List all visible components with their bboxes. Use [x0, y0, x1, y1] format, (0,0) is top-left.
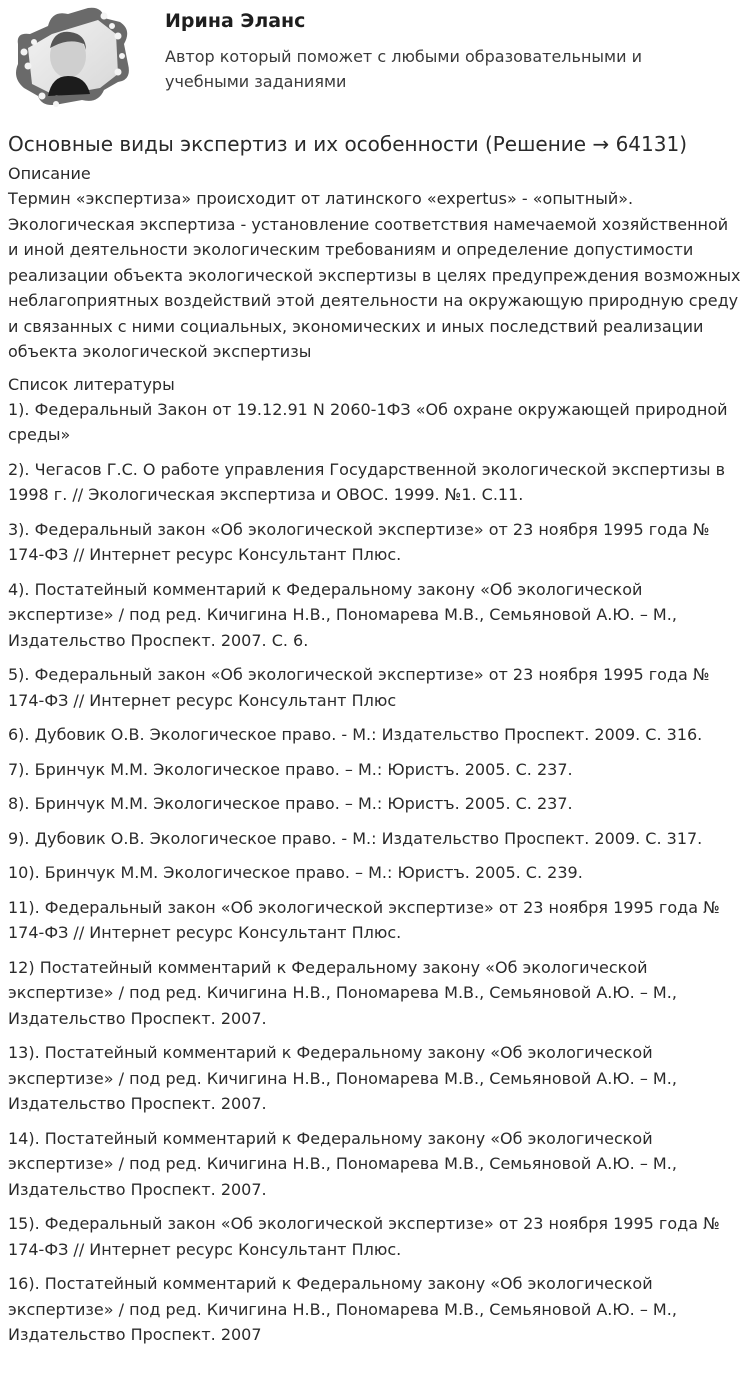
- reference-item: 3). Федеральный закон «Об экологической экспертизе» от 23 ноября 1995 года № 174-ФЗ // Интернет ресурс Консультант Плюс.: [8, 519, 710, 564]
- reference-item: 1). Федеральный Закон от 19.12.91 N 2060-1ФЗ «Об охране окружающей природной среды»: [8, 399, 728, 444]
- reference-item: 8). Бринчук М.М. Экологическое право. – М.: Юристъ. 2005. С. 237.: [8, 794, 573, 813]
- description-text: Термин «экспертиза» происходит от латинского «expertus» - «опытный». Экологическая экспертиза - установление соответствия намечаемой хозяйственной и иной деятельности экологическим требованиям и определение допустимости реализации объекта экологической экспертизы в целях предупреждения возможных неблагоприятных воздействий этой деятельности на окружающую природную среду и связанных с ними социальных, экономических и иных последствий реализации объекта экологической экспертизы: [8, 189, 741, 361]
- author-description: Автор который поможет с любыми образовательными и учебными заданиями: [165, 47, 642, 91]
- reference-item: 11). Федеральный закон «Об экологической экспертизе» от 23 ноября 1995 года № 174-ФЗ // Интернет ресурс Консультант Плюс.: [8, 897, 720, 942]
- page-title: Основные виды экспертиз и их особенности (Решение → 64131): [8, 132, 687, 156]
- reference-item: 9). Дубовик О.В. Экологическое право. - М.: Издательство Проспект. 2009. С. 317.: [8, 828, 703, 848]
- description-label: Описание: [8, 164, 91, 183]
- author-name: Ирина Эланс: [165, 10, 306, 32]
- reference-list: [8, 397, 742, 1348]
- reference-item: 7). Бринчук М.М. Экологическое право. – М.: Юристъ. 2005. С. 237.: [8, 759, 573, 779]
- reference-item: 10). Бринчук М.М. Экологическое право. – М.: Юристъ. 2005. С. 239.: [8, 863, 583, 882]
- reference-item: 13). Постатейный комментарий к Федеральному закону «Об экологической экспертизе» / под ред. Кичигина Н.В., Пономарева М.В., Семьяновой А.Ю. – М., Издательство Проспект. 2007.: [8, 1043, 677, 1113]
- article: [0, 130, 750, 1348]
- author-avatar-icon: [8, 4, 136, 110]
- reference-item: 5). Федеральный закон «Об экологической экспертизе» от 23 ноября 1995 года № 174-ФЗ // Интернет ресурс Консультант Плюс: [8, 665, 710, 710]
- reference-item: 16). Постатейный комментарий к Федеральному закону «Об экологической экспертизе» / под ред. Кичигина Н.В., Пономарева М.В., Семьяновой А.Ю. – М., Издательство Проспект. 2007: [8, 1274, 677, 1344]
- reference-item: 6). Дубовик О.В. Экологическое право. - М.: Издательство Проспект. 2009. С. 316.: [8, 725, 703, 744]
- author-card: [0, 0, 750, 118]
- reference-item: 14). Постатейный комментарий к Федеральному закону «Об экологической экспертизе» / под ред. Кичигина Н.В., Пономарева М.В., Семьяновой А.Ю. – М., Издательство Проспект. 2007.: [8, 1128, 677, 1199]
- reference-item: 15). Федеральный закон «Об экологической экспертизе» от 23 ноября 1995 года № 174-ФЗ // Интернет ресурс Консультант Плюс.: [8, 1214, 720, 1259]
- reference-item: 12) Постатейный комментарий к Федеральному закону «Об экологической экспертизе» / под ред. Кичигина Н.В., Пономарева М.В., Семьяновой А.Ю. – М., Издательство Проспект. 2007.: [8, 957, 677, 1028]
- reference-item: 4). Постатейный комментарий к Федеральному закону «Об экологической экспертизе» / под ред. Кичигина Н.В., Пономарева М.В., Семьяновой А.Ю. – М., Издательство Проспект. 2007. С. 6.: [8, 579, 677, 650]
- reference-item: 2). Чегасов Г.С. О работе управления Государственной экологической экспертизы в 1998 г. // Экологическая экспертиза и ОВОС. 1999. №1. С.11.: [8, 459, 725, 504]
- literature-label: Список литературы: [8, 374, 175, 394]
